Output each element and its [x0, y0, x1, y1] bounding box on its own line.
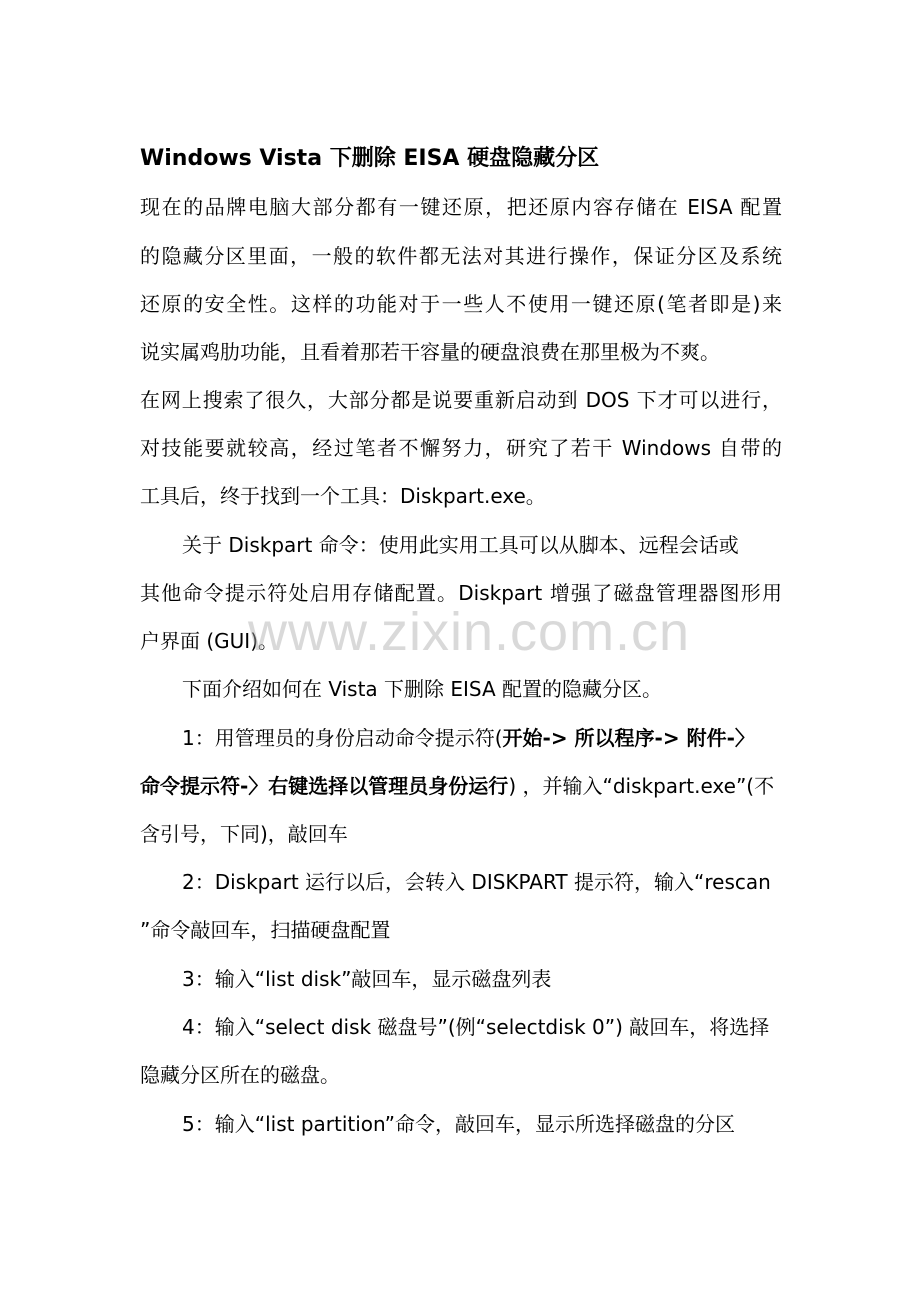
- paragraph-2-line-2: 其他命令提示符处启用存储配置。Diskpart 增强了磁盘管理器图形用: [140, 581, 782, 605]
- step-3: 3：输入“list disk”敲回车，显示磁盘列表: [182, 967, 552, 991]
- paragraph-2-line-3: 户界面 (GUI)。: [140, 629, 278, 653]
- paragraph-1-line-7: 工具后，终于找到一个工具：Diskpart.exe。: [140, 484, 546, 508]
- document-title: Windows Vista 下删除 EISA 硬盘隐藏分区: [140, 146, 600, 171]
- step-1-text-cont: ) ，并输入“diskpart.exe”(不: [508, 774, 775, 798]
- paragraph-1-line-5: 在网上搜索了很久，大部分都是说要重新启动到 DOS 下才可以进行，: [140, 388, 782, 412]
- paragraph-2-line-1: 关于 Diskpart 命令：使用此实用工具可以从脚本、远程会话或: [182, 533, 739, 557]
- paragraph-1-line-1: 现在的品牌电脑大部分都有一键还原，把还原内容存储在 EISA 配置: [140, 195, 782, 219]
- step-1-menu-path: 开始-> 所以程序-> 附件-〉: [502, 726, 755, 750]
- step-4-line-2: 隐藏分区所在的磁盘。: [140, 1063, 340, 1087]
- step-1-line-1: [182, 722, 755, 754]
- watermark: www.zixin.com.cn: [248, 602, 691, 662]
- paragraph-1-line-6: 对技能要就较高，经过笔者不懈努力，研究了若干 Windows 自带的: [140, 436, 782, 460]
- paragraph-1-line-3: 还原的安全性。这样的功能对于一些人不使用一键还原(笔者即是)来: [140, 292, 782, 316]
- step-1-text: 1：用管理员的身份启动命令提示符(: [182, 726, 503, 750]
- step-2-line-2: ”命令敲回车，扫描硬盘配置: [140, 918, 391, 942]
- paragraph-3: 下面介绍如何在 Vista 下删除 EISA 配置的隐藏分区。: [182, 677, 663, 701]
- paragraph-1-line-2: 的隐藏分区里面，一般的软件都无法对其进行操作，保证分区及系统: [140, 244, 782, 268]
- step-2-line-1: 2：Diskpart 运行以后，会转入 DISKPART 提示符，输入“rescan: [182, 870, 771, 894]
- step-1-line-3: 含引号，下同)，敲回车: [140, 822, 348, 846]
- step-4-line-1: 4：输入“select disk 磁盘号”(例“selectdisk 0”) 敲回车，将选择: [182, 1015, 770, 1039]
- step-5: 5：输入“list partition”命令，敲回车，显示所选择磁盘的分区: [182, 1112, 735, 1136]
- step-1-menu-path-cont: 命令提示符-〉右键选择以管理员身份运行: [140, 774, 509, 798]
- paragraph-1-line-4: 说实属鸡肋功能，且看着那若干容量的硬盘浪费在那里极为不爽。: [140, 340, 720, 364]
- step-1-line-2: [140, 770, 774, 802]
